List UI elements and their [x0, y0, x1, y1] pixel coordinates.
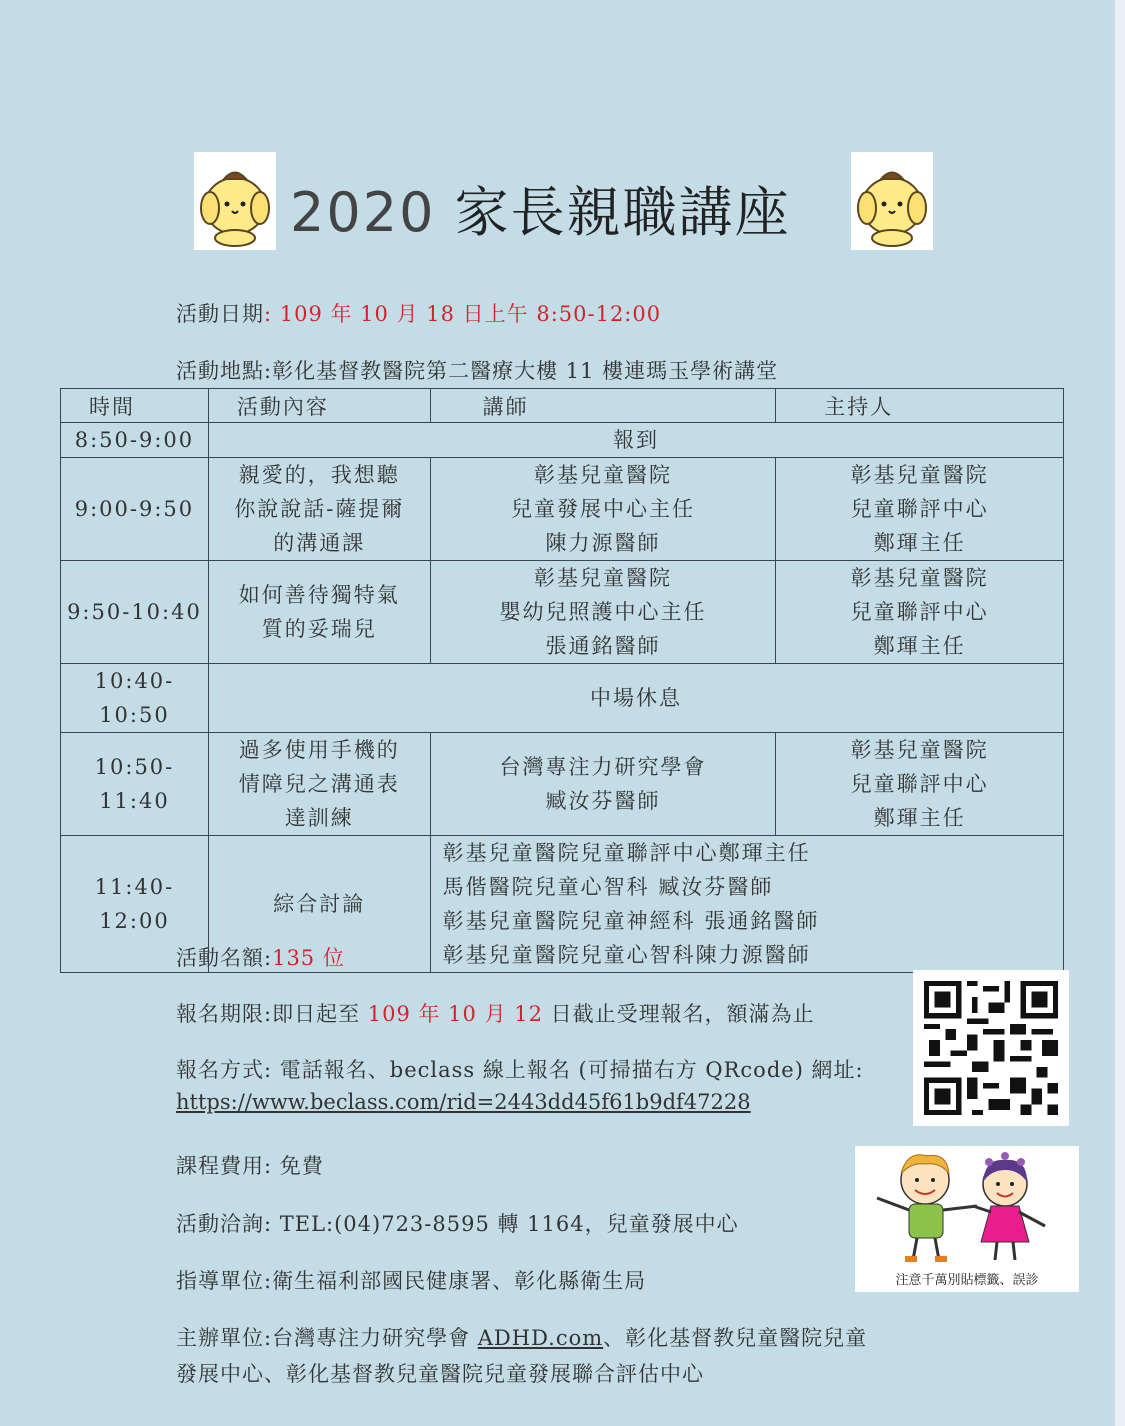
mascot-right-icon [851, 152, 933, 250]
content-line: 綜合討論 [273, 892, 366, 916]
mascot-left-icon [194, 152, 276, 250]
table-header-row [61, 389, 1064, 423]
row-content [208, 458, 430, 561]
event-date-value: 109 年 10 月 18 日上午 8:50-12:00 [272, 302, 662, 326]
table-row [61, 664, 1064, 733]
header-speaker: 講師 [430, 389, 776, 423]
content-line: 親愛的，我想聽 [238, 463, 400, 487]
table-row [61, 423, 1064, 458]
content-line: 達訓練 [284, 806, 354, 830]
event-venue [176, 355, 778, 385]
deadline-prefix: 報名期限:即日起至 [176, 1002, 368, 1026]
row-time: 9:50-10:40 [61, 561, 209, 664]
host-line: 鄭琿主任 [873, 806, 966, 830]
row-host [776, 733, 1064, 836]
venue-value: :彰化基督教醫院第二醫療大樓 11 樓連瑪玉學術講堂 [264, 359, 779, 383]
organizer-line2: 發展中心、彰化基督教兒童醫院兒童發展聯合評估中心 [176, 1362, 704, 1386]
host-line: 兒童聯評中心 [850, 772, 989, 796]
speaker-line: 兒童發展中心主任 [510, 497, 695, 521]
quota-label: 活動名額: [176, 946, 273, 970]
organizer-prefix: 主辦單位:台灣專注力研究學會 [176, 1326, 478, 1350]
content-line: 情障兒之溝通表 [238, 772, 400, 796]
page-title [290, 170, 840, 247]
table-row [61, 733, 1064, 836]
speaker-line: 張通銘醫師 [545, 634, 661, 658]
fee: 課程費用: 免費 [176, 1154, 324, 1178]
speaker-line: 臧汝芬醫師 [545, 789, 661, 813]
title-year: 2020 [290, 181, 436, 244]
host-line: 兒童聯評中心 [850, 600, 989, 624]
deadline-suffix: 日截止受理報名，額滿為止 [542, 1002, 815, 1026]
host-line: 鄭琿主任 [873, 531, 966, 555]
host-line: 彰基兒童醫院 [850, 738, 989, 762]
row-time: 10:40-10:50 [61, 664, 209, 733]
contact: 活動洽詢: TEL:(04)723-8595 轉 1164，兒童發展中心 [176, 1212, 739, 1236]
host-line: 彰基兒童醫院 [850, 566, 989, 590]
row-time: 10:50-11:40 [61, 733, 209, 836]
row-speaker [430, 733, 776, 836]
header-time: 時間 [61, 389, 209, 423]
qr-code-icon[interactable] [913, 970, 1069, 1126]
discussion-panel [430, 836, 1063, 973]
speaker-line: 彰基兒童醫院 [533, 566, 672, 590]
speaker-line: 彰基兒童醫院 [533, 463, 672, 487]
signup-method: 報名方式: 電話報名、beclass 線上報名 (可掃描右方 QRcode) 網址: [176, 1058, 864, 1082]
row-speaker [430, 458, 776, 561]
kids-caption: 注意千萬別貼標籤、誤診 [895, 1273, 1039, 1288]
row-content [208, 733, 430, 836]
venue-label: 活動地點 [176, 359, 264, 383]
event-date-label: 活動日期 [176, 302, 264, 326]
organizer [176, 1322, 867, 1352]
host-line: 兒童聯評中心 [850, 497, 989, 521]
row-content [208, 561, 430, 664]
host-line: 鄭琿主任 [873, 634, 966, 658]
row-time: 11:40-12:00 [61, 836, 209, 973]
speaker-line: 嬰幼兒照護中心主任 [499, 600, 707, 624]
content-line: 如何善待獨特氣 [238, 583, 400, 607]
content-line: 的溝通課 [273, 531, 366, 555]
deadline-date: 109 年 10 月 12 [367, 1002, 543, 1026]
row-host [776, 458, 1064, 561]
row-host [776, 561, 1064, 664]
row-time: 8:50-9:00 [61, 423, 209, 458]
signup-url-link[interactable]: https://www.beclass.com/rid=2443dd45f61b9df47228 [176, 1090, 751, 1114]
host-line: 彰基兒童醫院 [850, 463, 989, 487]
quota [176, 942, 345, 972]
row-speaker [430, 561, 776, 664]
speaker-line: 台灣專注力研究學會 [499, 755, 707, 779]
table-row [61, 561, 1064, 664]
panel-line: 彰基兒童醫院兒童聯評中心鄭琿主任 [442, 841, 811, 865]
row-time: 9:00-9:50 [61, 458, 209, 561]
content-line: 過多使用手機的 [238, 738, 400, 762]
schedule-table [60, 388, 1064, 973]
advisor: 指導單位:衛生福利部國民健康署、彰化縣衛生局 [176, 1269, 647, 1293]
deadline [176, 998, 815, 1028]
header-host: 主持人 [776, 389, 1064, 423]
speaker-line: 陳力源醫師 [545, 531, 661, 555]
organizer-rest: 、彰化基督教兒童醫院兒童 [603, 1326, 868, 1350]
title-row [0, 152, 1125, 252]
content-line: 你說說話-薩提爾 [234, 497, 405, 521]
row-merged: 報到 [208, 423, 1063, 458]
title-text: 家長親職講座 [454, 181, 791, 244]
kids-illustration [855, 1146, 1079, 1292]
event-date [176, 298, 661, 328]
quota-value: 135 位 [272, 946, 345, 970]
panel-line: 彰基兒童醫院兒童神經科 張通銘醫師 [442, 909, 820, 933]
row-merged: 中場休息 [208, 664, 1063, 733]
event-date-sep: : [264, 302, 273, 326]
panel-line: 彰基兒童醫院兒童心智科陳力源醫師 [442, 943, 811, 967]
table-row [61, 458, 1064, 561]
kids-drawing-icon [855, 1146, 1079, 1270]
panel-line: 馬偕醫院兒童心智科 臧汝芬醫師 [442, 875, 774, 899]
organizer-link[interactable]: ADHD.com [477, 1326, 604, 1350]
header-content: 活動內容 [208, 389, 430, 423]
content-line: 質的妥瑞兒 [261, 617, 377, 641]
